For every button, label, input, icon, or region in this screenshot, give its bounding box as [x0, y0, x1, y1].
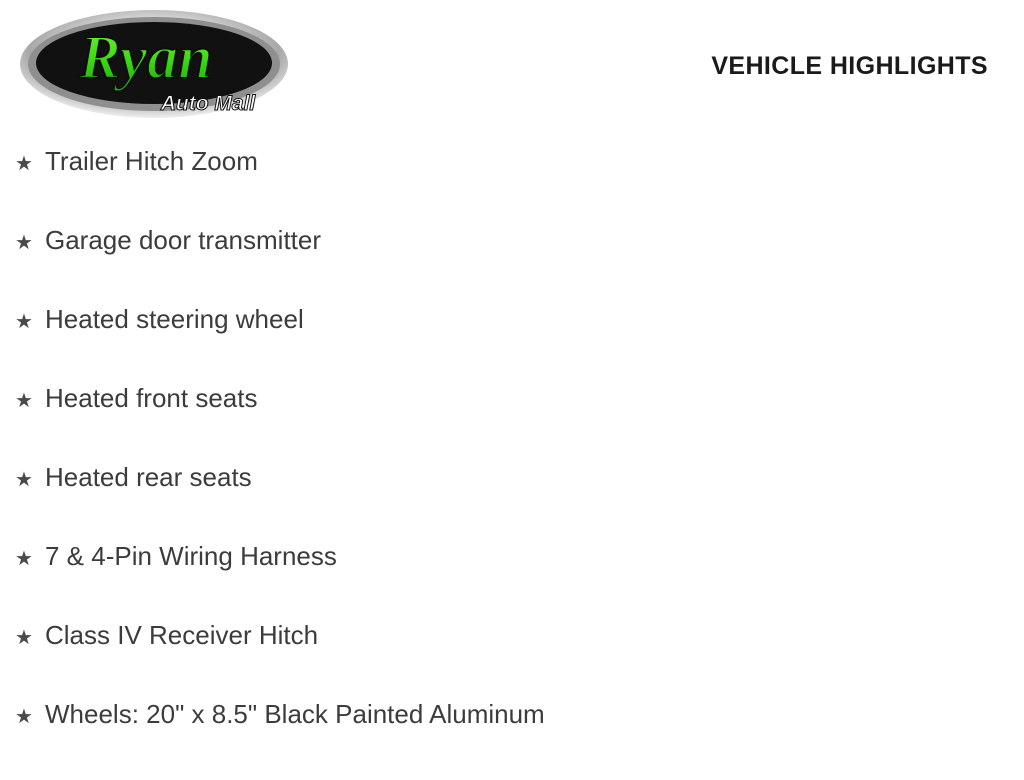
ryan-auto-mall-logo	[18, 6, 290, 124]
star-icon: ★	[15, 548, 33, 570]
list-item	[0, 543, 1024, 622]
list-item-label: Heated steering wheel	[45, 304, 304, 334]
star-icon: ★	[15, 706, 33, 728]
list-item-label: Heated rear seats	[45, 462, 252, 492]
list-item	[0, 148, 1024, 227]
star-icon: ★	[15, 232, 33, 254]
star-icon: ★	[15, 469, 33, 491]
star-icon: ★	[15, 390, 33, 412]
list-item-label: Class IV Receiver Hitch	[45, 620, 319, 650]
star-icon: ★	[15, 627, 33, 649]
svg-text:Ryan: Ryan	[79, 24, 213, 92]
list-item-label: Wheels: 20" x 8.5" Black Painted Aluminum	[45, 699, 545, 729]
list-item	[0, 227, 1024, 306]
list-item	[0, 464, 1024, 543]
list-item-label: 7 & 4-Pin Wiring Harness	[45, 541, 337, 571]
star-icon: ★	[15, 153, 33, 175]
star-icon: ★	[15, 311, 33, 333]
list-item-label: Garage door transmitter	[45, 225, 322, 255]
list-item	[0, 622, 1024, 701]
list-item	[0, 306, 1024, 385]
list-item	[0, 701, 1024, 780]
page-title: VEHICLE HIGHLIGHTS	[711, 52, 988, 80]
svg-text:Auto Mall: Auto Mall	[160, 92, 256, 115]
list-item	[0, 385, 1024, 464]
vehicle-highlights-list	[0, 130, 1024, 780]
list-item-label: Heated front seats	[45, 383, 258, 413]
page-header	[0, 0, 1024, 130]
list-item-label: Trailer Hitch Zoom	[45, 146, 258, 176]
